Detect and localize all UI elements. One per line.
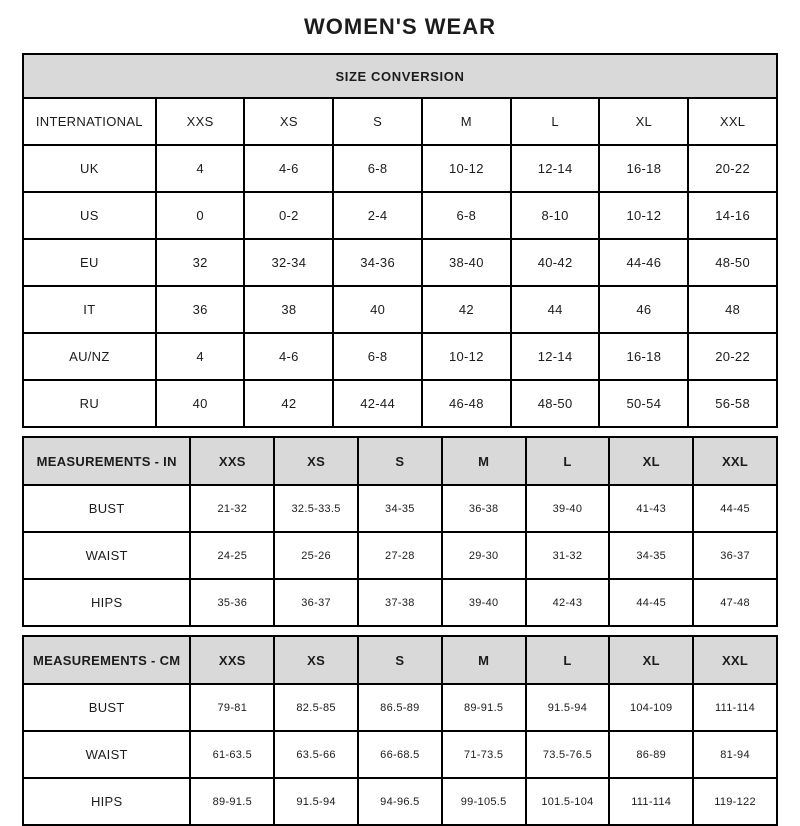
size-column-header: XXS bbox=[156, 98, 245, 145]
size-conversion-header: SIZE CONVERSION bbox=[23, 54, 777, 98]
size-column-header: XL bbox=[609, 437, 693, 485]
size-conversion-body bbox=[23, 145, 777, 427]
table-row bbox=[23, 532, 777, 579]
cell-value: 38-40 bbox=[422, 239, 511, 286]
table-row bbox=[23, 145, 777, 192]
measurements-cm-column-header-row bbox=[23, 636, 777, 684]
cell-value: 94-96.5 bbox=[358, 778, 442, 825]
cell-value: 35-36 bbox=[190, 579, 274, 626]
cell-value: 66-68.5 bbox=[358, 731, 442, 778]
row-label: HIPS bbox=[23, 778, 190, 825]
cell-value: 104-109 bbox=[609, 684, 693, 731]
measurements-in-column-header-row bbox=[23, 437, 777, 485]
cell-value: 44-46 bbox=[599, 239, 688, 286]
cell-value: 47-48 bbox=[693, 579, 777, 626]
size-column-header: XS bbox=[274, 437, 358, 485]
row-label: AU/NZ bbox=[23, 333, 156, 380]
table-row bbox=[23, 684, 777, 731]
cell-value: 6-8 bbox=[333, 333, 422, 380]
cell-value: 32-34 bbox=[244, 239, 333, 286]
cell-value: 36-37 bbox=[274, 579, 358, 626]
cell-value: 42-43 bbox=[526, 579, 610, 626]
cell-value: 91.5-94 bbox=[274, 778, 358, 825]
cell-value: 79-81 bbox=[190, 684, 274, 731]
cell-value: 21-32 bbox=[190, 485, 274, 532]
size-column-header: S bbox=[333, 98, 422, 145]
cell-value: 91.5-94 bbox=[526, 684, 610, 731]
cell-value: 36 bbox=[156, 286, 245, 333]
table-row bbox=[23, 286, 777, 333]
cell-value: 10-12 bbox=[422, 145, 511, 192]
measurements-in-table bbox=[22, 436, 778, 627]
size-conversion-table bbox=[22, 53, 778, 428]
column-header-label: INTERNATIONAL bbox=[23, 98, 156, 145]
cell-value: 0-2 bbox=[244, 192, 333, 239]
cell-value: 81-94 bbox=[693, 731, 777, 778]
cell-value: 48-50 bbox=[511, 380, 600, 427]
table-row bbox=[23, 380, 777, 427]
cell-value: 8-10 bbox=[511, 192, 600, 239]
cell-value: 42 bbox=[422, 286, 511, 333]
size-column-header: L bbox=[526, 437, 610, 485]
cell-value: 48-50 bbox=[688, 239, 777, 286]
cell-value: 10-12 bbox=[599, 192, 688, 239]
cell-value: 40-42 bbox=[511, 239, 600, 286]
row-label: WAIST bbox=[23, 532, 190, 579]
cell-value: 46 bbox=[599, 286, 688, 333]
cell-value: 32 bbox=[156, 239, 245, 286]
cell-value: 34-35 bbox=[358, 485, 442, 532]
column-header-label: MEASUREMENTS - IN bbox=[23, 437, 190, 485]
cell-value: 111-114 bbox=[609, 778, 693, 825]
table-row bbox=[23, 778, 777, 825]
cell-value: 12-14 bbox=[511, 333, 600, 380]
cell-value: 48 bbox=[688, 286, 777, 333]
cell-value: 27-28 bbox=[358, 532, 442, 579]
cell-value: 101.5-104 bbox=[526, 778, 610, 825]
cell-value: 50-54 bbox=[599, 380, 688, 427]
cell-value: 71-73.5 bbox=[442, 731, 526, 778]
measurements-in-body bbox=[23, 485, 777, 626]
cell-value: 40 bbox=[156, 380, 245, 427]
size-column-header: S bbox=[358, 437, 442, 485]
cell-value: 89-91.5 bbox=[190, 778, 274, 825]
cell-value: 34-36 bbox=[333, 239, 422, 286]
cell-value: 36-38 bbox=[442, 485, 526, 532]
size-column-header: XXL bbox=[693, 437, 777, 485]
size-column-header: M bbox=[442, 437, 526, 485]
cell-value: 42 bbox=[244, 380, 333, 427]
size-column-header: XL bbox=[599, 98, 688, 145]
table-row bbox=[23, 192, 777, 239]
cell-value: 31-32 bbox=[526, 532, 610, 579]
table-row bbox=[23, 485, 777, 532]
cell-value: 6-8 bbox=[422, 192, 511, 239]
cell-value: 4-6 bbox=[244, 333, 333, 380]
cell-value: 86.5-89 bbox=[358, 684, 442, 731]
cell-value: 2-4 bbox=[333, 192, 422, 239]
cell-value: 37-38 bbox=[358, 579, 442, 626]
cell-value: 44 bbox=[511, 286, 600, 333]
cell-value: 38 bbox=[244, 286, 333, 333]
cell-value: 0 bbox=[156, 192, 245, 239]
row-label: IT bbox=[23, 286, 156, 333]
cell-value: 16-18 bbox=[599, 333, 688, 380]
cell-value: 41-43 bbox=[609, 485, 693, 532]
cell-value: 24-25 bbox=[190, 532, 274, 579]
cell-value: 63.5-66 bbox=[274, 731, 358, 778]
size-column-header: XXL bbox=[693, 636, 777, 684]
cell-value: 4-6 bbox=[244, 145, 333, 192]
size-column-header: XL bbox=[609, 636, 693, 684]
row-label: EU bbox=[23, 239, 156, 286]
cell-value: 86-89 bbox=[609, 731, 693, 778]
size-column-header: XXS bbox=[190, 636, 274, 684]
size-conversion-column-header-row bbox=[23, 98, 777, 145]
cell-value: 99-105.5 bbox=[442, 778, 526, 825]
page-title: WOMEN'S WEAR bbox=[304, 14, 496, 39]
size-column-header: L bbox=[511, 98, 600, 145]
table-row bbox=[23, 333, 777, 380]
cell-value: 39-40 bbox=[442, 579, 526, 626]
cell-value: 36-37 bbox=[693, 532, 777, 579]
cell-value: 40 bbox=[333, 286, 422, 333]
cell-value: 14-16 bbox=[688, 192, 777, 239]
cell-value: 20-22 bbox=[688, 333, 777, 380]
cell-value: 34-35 bbox=[609, 532, 693, 579]
table-row bbox=[23, 579, 777, 626]
row-label: BUST bbox=[23, 485, 190, 532]
cell-value: 61-63.5 bbox=[190, 731, 274, 778]
cell-value: 42-44 bbox=[333, 380, 422, 427]
size-conversion-band-row bbox=[23, 54, 777, 98]
column-header-label: MEASUREMENTS - CM bbox=[23, 636, 190, 684]
cell-value: 4 bbox=[156, 333, 245, 380]
cell-value: 6-8 bbox=[333, 145, 422, 192]
cell-value: 82.5-85 bbox=[274, 684, 358, 731]
cell-value: 46-48 bbox=[422, 380, 511, 427]
size-column-header: L bbox=[526, 636, 610, 684]
cell-value: 16-18 bbox=[599, 145, 688, 192]
table-row bbox=[23, 239, 777, 286]
cell-value: 10-12 bbox=[422, 333, 511, 380]
size-column-header: XS bbox=[274, 636, 358, 684]
size-column-header: XXL bbox=[688, 98, 777, 145]
cell-value: 89-91.5 bbox=[442, 684, 526, 731]
cell-value: 12-14 bbox=[511, 145, 600, 192]
row-label: UK bbox=[23, 145, 156, 192]
cell-value: 44-45 bbox=[609, 579, 693, 626]
row-label: RU bbox=[23, 380, 156, 427]
row-label: HIPS bbox=[23, 579, 190, 626]
cell-value: 119-122 bbox=[693, 778, 777, 825]
cell-value: 44-45 bbox=[693, 485, 777, 532]
size-column-header: M bbox=[442, 636, 526, 684]
table-row bbox=[23, 731, 777, 778]
cell-value: 20-22 bbox=[688, 145, 777, 192]
cell-value: 25-26 bbox=[274, 532, 358, 579]
cell-value: 39-40 bbox=[526, 485, 610, 532]
cell-value: 29-30 bbox=[442, 532, 526, 579]
cell-value: 111-114 bbox=[693, 684, 777, 731]
size-column-header: XXS bbox=[190, 437, 274, 485]
size-column-header: XS bbox=[244, 98, 333, 145]
cell-value: 32.5-33.5 bbox=[274, 485, 358, 532]
row-label: BUST bbox=[23, 684, 190, 731]
row-label: US bbox=[23, 192, 156, 239]
size-column-header: S bbox=[358, 636, 442, 684]
cell-value: 56-58 bbox=[688, 380, 777, 427]
measurements-cm-body bbox=[23, 684, 777, 825]
measurements-cm-table bbox=[22, 635, 778, 826]
cell-value: 4 bbox=[156, 145, 245, 192]
size-column-header: M bbox=[422, 98, 511, 145]
cell-value: 73.5-76.5 bbox=[526, 731, 610, 778]
row-label: WAIST bbox=[23, 731, 190, 778]
